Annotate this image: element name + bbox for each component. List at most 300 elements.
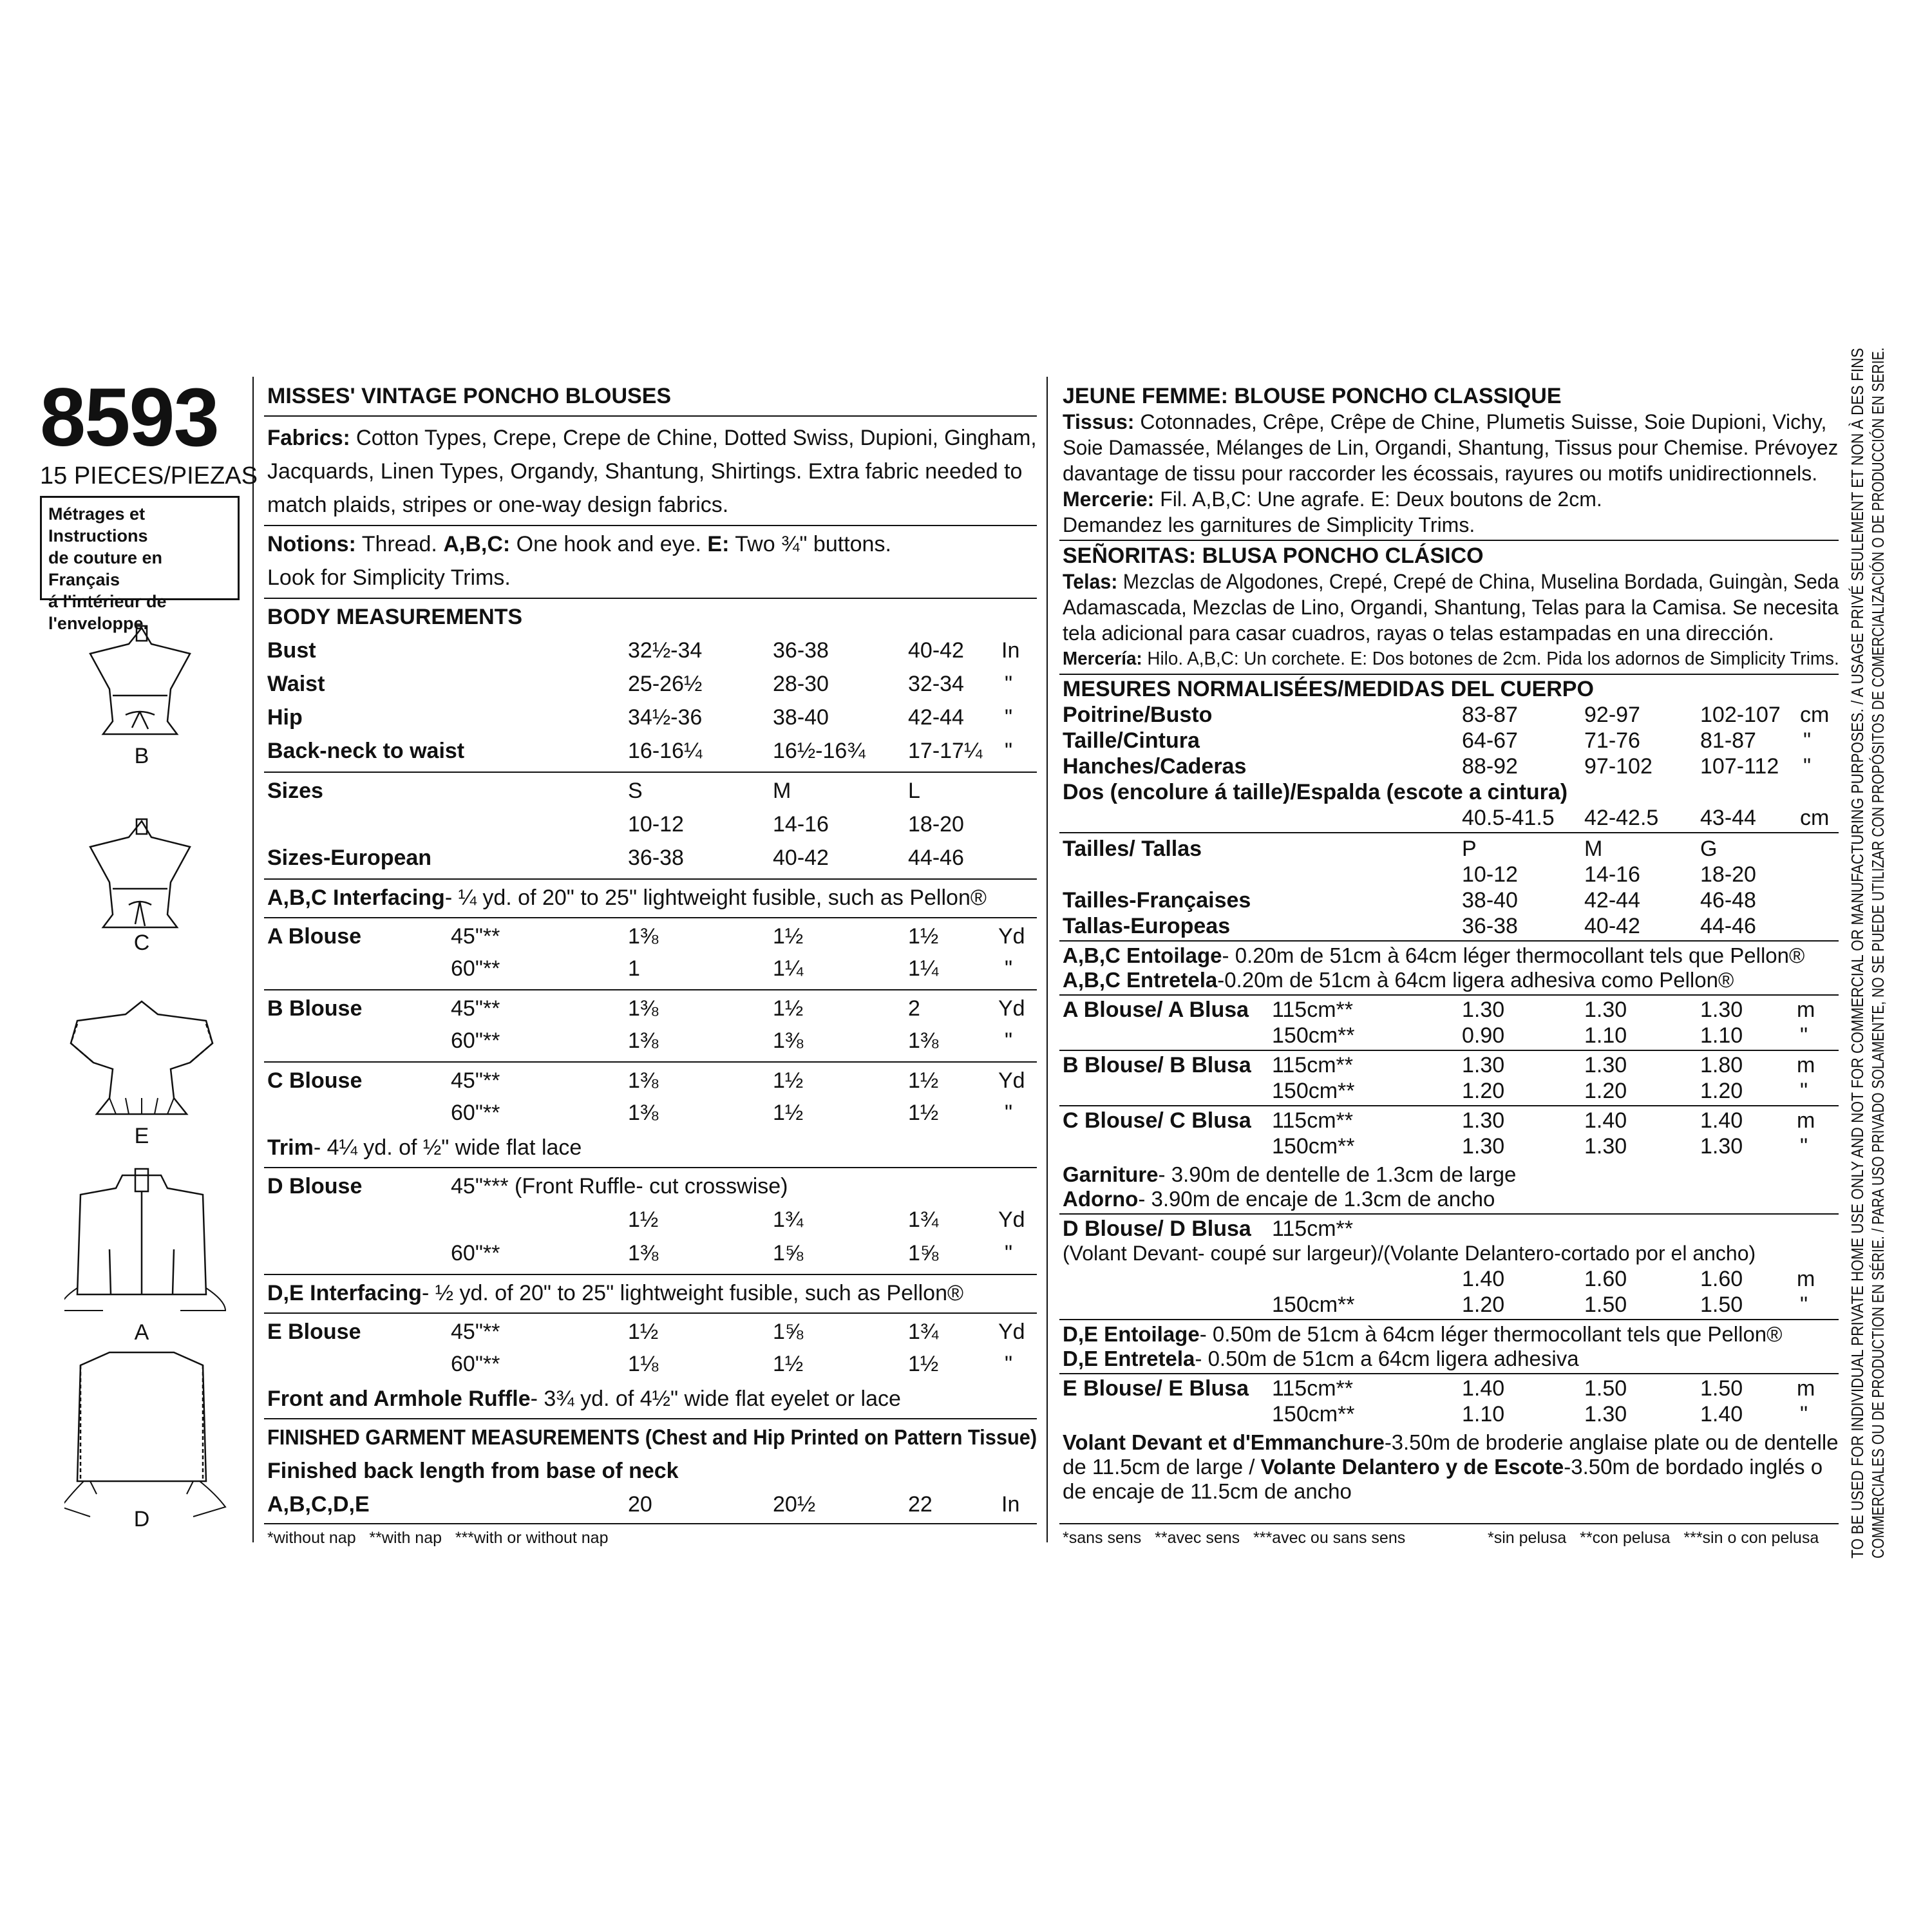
footnote-fr: *sans sens **avec sens ***avec ou sans sens (1063, 1529, 1406, 1547)
tailles-francaises-label: Tailles-Françaises (1063, 888, 1251, 913)
yardage: 2 (908, 996, 920, 1021)
finished-subheading: Finished back length from base of neck (267, 1459, 679, 1483)
view-e-sketch (71, 1001, 213, 1114)
metrage: 1.60 (1700, 1267, 1743, 1291)
finished-value: 20½ (773, 1492, 816, 1517)
de-interfacing-text: - ½ yd. of 20" to 25" lightweight fusible, such as Pellon® (421, 1281, 964, 1305)
de-entretela-text: - 0.50m de 51cm a 64cm ligera adhesiva (1195, 1347, 1579, 1370)
yardage: 1⅜ (773, 1028, 804, 1053)
divider (264, 917, 1037, 918)
body-unit: " (1005, 705, 1013, 730)
body-row-label: Waist (267, 672, 325, 696)
tissus-line: Soie Damassée, Mélanges de Lin, Organdi, Shantung, Tissus pour Chemise. Prévoyez (1063, 436, 1839, 459)
de-entretela-label: D,E Entretela (1063, 1347, 1195, 1370)
yardage: 1⅝ (773, 1320, 804, 1344)
divider (264, 1167, 1037, 1168)
yardage: 1⅜ (628, 1028, 659, 1053)
ruffle-text: - 3¾ yd. of 4½" wide flat eyelet or lace (530, 1387, 901, 1411)
telas-text: Mezclas de Algodones, Crepé, Crepé de China, Muselina Bordada, Guingàn, Seda (1117, 570, 1839, 593)
metrage: 1.30 (1584, 1134, 1627, 1159)
volante-label: Volante Delantero y de Escote (1260, 1455, 1564, 1479)
divider (264, 1418, 1037, 1419)
size-european: 44-46 (908, 846, 964, 870)
unit: Yd (998, 1068, 1025, 1093)
english-title: MISSES' VINTAGE PONCHO BLOUSES (267, 384, 672, 408)
body-value: 42-44 (908, 705, 964, 730)
finished-row-label: A,B,C,D,E (267, 1492, 370, 1517)
blusa-label: D Blouse/ D Blusa (1063, 1217, 1251, 1241)
metrage: 1.10 (1584, 1023, 1627, 1048)
footnote-es: *sin pelusa **con pelusa ***sin o con pelusa (1488, 1529, 1819, 1547)
body-value: 28-30 (773, 672, 829, 696)
mes-value: 42-42.5 (1584, 806, 1659, 830)
legal-notice (1847, 335, 1888, 1558)
size-number: 10-12 (628, 812, 684, 837)
d-blusa-note: (Volant Devant- coupé sur largeur)/(Volante Delantero-cortado por el ancho) (1063, 1242, 1756, 1265)
volant-line: de encaje de 11.5cm de ancho (1063, 1479, 1352, 1503)
metrage: 1.20 (1584, 1079, 1627, 1103)
view-c-sketch (90, 819, 190, 927)
abc-interfacing-text: - ¼ yd. of 20" to 25" lightweight fusible, such as Pellon® (444, 886, 987, 910)
mes-row-label: Hanches/Caderas (1063, 754, 1247, 779)
notions-text: Two ¾" buttons. (729, 532, 891, 556)
french-note-line: l'enveloppe. (48, 614, 148, 633)
pattern-number: 8593 (40, 372, 218, 464)
size-number: 14-16 (773, 812, 829, 837)
taille-francaise: 38-40 (1462, 888, 1518, 913)
metrage: 1.50 (1700, 1293, 1743, 1317)
divider (1059, 1050, 1839, 1051)
body-row-label: Back-neck to waist (267, 739, 465, 763)
metrage: 1.80 (1700, 1053, 1743, 1077)
view-label: E (134, 1124, 149, 1148)
fabric-width: 45"** (451, 924, 500, 949)
blouse-label: E Blouse (267, 1320, 361, 1344)
metrage: 1.30 (1462, 1134, 1505, 1159)
mes-unit: cm (1800, 703, 1830, 727)
garniture-text: - 3.90m de dentelle de 1.3cm de large (1158, 1162, 1517, 1186)
abc-entoilage (1063, 943, 1804, 969)
trim-line (267, 1135, 582, 1160)
fabric-width: 60"** (451, 1352, 500, 1376)
tailles-label: Tailles/ Tallas (1063, 837, 1202, 861)
mes-value: 97-102 (1584, 754, 1653, 779)
abc-interfacing (267, 885, 987, 911)
trim-text: - 4¼ yd. of ½" wide flat lace (313, 1135, 582, 1160)
fabric-width: 60"** (451, 1101, 500, 1125)
fabric-width: 115cm** (1272, 1217, 1353, 1241)
volant-line (1063, 1430, 1838, 1455)
yardage: 1½ (908, 1352, 939, 1376)
finished-value: 22 (908, 1492, 933, 1517)
abc-entretela-text: -0.20m de 51cm à 64cm ligera adhesiva como Pellon® (1217, 968, 1734, 992)
body-value: 36-38 (773, 638, 829, 663)
body-unit: In (1001, 638, 1020, 663)
blouse-label: D Blouse (267, 1174, 363, 1198)
spanish-title: SEÑORITAS: BLUSA PONCHO CLÁSICO (1063, 544, 1484, 568)
yardage: 1½ (773, 924, 804, 949)
body-unit: " (1005, 672, 1013, 696)
unit: Yd (998, 1320, 1025, 1344)
yardage: 1½ (628, 1320, 659, 1344)
ruffle-label: Front and Armhole Ruffle (267, 1387, 531, 1411)
size-number: 18-20 (908, 812, 964, 837)
yardage: 1⅜ (628, 1241, 659, 1265)
tissus-text: Cotonnades, Crêpe, Crêpe de Chine, Plumetis Suisse, Soie Dupioni, Vichy, (1134, 410, 1827, 433)
unit: Yd (998, 996, 1025, 1021)
finished-unit: In (1001, 1492, 1020, 1517)
notions-label: Notions: (267, 532, 356, 556)
mercerie-line: Demandez les garnitures de Simplicity Trims. (1063, 513, 1475, 536)
size-letter: M (773, 779, 791, 803)
french-note-line: de couture en Français (48, 548, 163, 589)
yardage: 1⅜ (908, 1028, 939, 1053)
de-interfacing (267, 1280, 963, 1306)
piece-count: 15 PIECES/PIEZAS (40, 462, 258, 489)
divider (264, 772, 1037, 773)
unit: " (1800, 1023, 1808, 1048)
fabrics-line: match plaids, stripes or one-way design fabrics. (267, 493, 729, 517)
fabric-width: 45"** (451, 996, 500, 1021)
yardage: 1¾ (908, 1208, 939, 1232)
yardage: 1⅝ (773, 1241, 804, 1265)
yardage: 1 (628, 956, 640, 981)
fabrics-line (267, 425, 1037, 451)
de-entoilage (1063, 1321, 1782, 1347)
notions-view: A,B,C: (443, 532, 511, 556)
mes-value: 107-112 (1700, 754, 1779, 779)
mes-value: 102-107 (1700, 703, 1781, 727)
merceria-text: Hilo. A,B,C: Un corchete. E: Dos botones de 2cm. Pida los adornos de Simplicity Trims. (1142, 649, 1839, 669)
yardage: 1⅝ (908, 1241, 939, 1265)
divider (1059, 940, 1839, 942)
metrage: 1.50 (1584, 1376, 1627, 1401)
body-measurements-heading: BODY MEASUREMENTS (267, 605, 523, 629)
french-instructions-note (40, 496, 240, 633)
fabric-width: 150cm** (1272, 1134, 1355, 1159)
tissus-line: davantage de tissu pour raccorder les écossais, rayures ou motifs unidirectionnels. (1063, 462, 1818, 485)
divider (1059, 1319, 1839, 1320)
taille-letter: G (1700, 837, 1718, 861)
metrage: 1.10 (1700, 1023, 1743, 1048)
divider (252, 377, 254, 1542)
french-note-line: á l'intérieur de (48, 592, 167, 611)
de-entoilage-text: - 0.50m de 51cm à 64cm léger thermocollant tels que Pellon® (1199, 1322, 1783, 1346)
view-d-sketch (64, 1352, 225, 1517)
mes-value: 88-92 (1462, 754, 1518, 779)
size-letter: S (628, 779, 643, 803)
trim-label: Trim (267, 1135, 314, 1160)
mes-value: 43-44 (1700, 806, 1756, 830)
yardage: 1½ (908, 1101, 939, 1125)
unit: " (1005, 956, 1013, 981)
mercerie-label: Mercerie: (1063, 488, 1155, 511)
yardage: 1⅜ (628, 996, 659, 1021)
metrage: 0.90 (1462, 1023, 1505, 1048)
dos-label: Dos (encolure á taille)/Espalda (escote a cintura) (1063, 780, 1568, 804)
metrage: 1.30 (1700, 1134, 1743, 1159)
adorno-label: Adorno (1063, 1187, 1139, 1211)
body-value: 17-17¼ (908, 739, 983, 763)
yardage: 1⅛ (628, 1352, 659, 1376)
legal-line: COMMERCIALES OU DE PRODUCTION EN SÉRIE. / PARA USO PRIVADO SOLAMENTE, NO SE PUEDE UTILIZAR CON PROPÓSITOS DE COMERCIALIZACIÓN O DE PRODUCCIÓN EN SERIE. (1868, 347, 1888, 1558)
metrage: 1.50 (1700, 1376, 1743, 1401)
view-label: C (133, 931, 150, 955)
body-value: 40-42 (908, 638, 964, 663)
abc-entoilage-text: - 0.20m de 51cm à 64cm léger thermocollant tels que Pellon® (1222, 943, 1805, 967)
metrage: 1.20 (1462, 1079, 1505, 1103)
mes-value: 81-87 (1700, 728, 1756, 753)
unit: Yd (998, 1208, 1025, 1232)
mercerie-text: Fil. A,B,C: Une agrafe. E: Deux boutons de 2cm. (1154, 488, 1602, 511)
body-value: 25-26½ (628, 672, 703, 696)
telas-line: Adamascada, Mezclas de Lino, Organdi, Shantung, Telas para la Camisa. Se necesita (1063, 596, 1839, 619)
french-note-line: Métrages et Instructions (48, 504, 148, 545)
tallas-europeas-label: Tallas-Europeas (1063, 914, 1231, 938)
divider (1059, 1523, 1839, 1524)
divider (1059, 994, 1839, 996)
de-interfacing-label: D,E Interfacing (267, 1281, 422, 1305)
blouse-label: B Blouse (267, 996, 363, 1021)
garniture-line (1063, 1162, 1516, 1188)
mes-value: 92-97 (1584, 703, 1640, 727)
mes-value: 71-76 (1584, 728, 1640, 753)
fabric-width: 150cm** (1272, 1079, 1355, 1103)
metrage: 1.30 (1584, 1053, 1627, 1077)
unit: m (1797, 1108, 1815, 1133)
taille-letter: M (1584, 837, 1603, 861)
divider (1059, 1373, 1839, 1374)
metrage: 1.40 (1462, 1267, 1505, 1291)
fabric-width: 150cm** (1272, 1402, 1355, 1426)
fabrics-label: Fabrics: (267, 426, 350, 450)
view-label: B (134, 744, 149, 768)
yardage: 1¾ (908, 1320, 939, 1344)
metrage: 1.50 (1584, 1293, 1627, 1317)
talla-europea: 36-38 (1462, 914, 1518, 938)
unit: Yd (998, 924, 1025, 949)
abc-entretela-label: A,B,C Entretela (1063, 968, 1218, 992)
view-label: D (133, 1507, 150, 1531)
notions-text: One hook and eye. (510, 532, 708, 556)
abc-entoilage-label: A,B,C Entoilage (1063, 943, 1222, 967)
taille-number: 10-12 (1462, 862, 1518, 887)
divider (1059, 1213, 1839, 1215)
de-entoilage-label: D,E Entoilage (1063, 1322, 1200, 1346)
taille-number: 14-16 (1584, 862, 1640, 887)
body-value: 32-34 (908, 672, 964, 696)
mes-value: 40.5-41.5 (1462, 806, 1555, 830)
talla-europea: 40-42 (1584, 914, 1640, 938)
fabric-width: 115cm** (1272, 1053, 1353, 1077)
unit: " (1800, 1079, 1808, 1103)
divider (264, 1274, 1037, 1275)
fabric-width: 115cm** (1272, 998, 1353, 1022)
view-a-sketch (64, 1169, 225, 1311)
blusa-label: A Blouse/ A Blusa (1063, 998, 1249, 1022)
volante-text: -3.50m de bordado inglés o (1564, 1455, 1823, 1479)
body-row-label: Bust (267, 638, 316, 663)
metrage: 1.40 (1584, 1108, 1627, 1133)
divider (264, 1312, 1037, 1314)
metrage: 1.40 (1462, 1376, 1505, 1401)
tissus-line (1063, 409, 1826, 435)
yardage: 1½ (773, 1101, 804, 1125)
yardage: 1½ (628, 1208, 659, 1232)
metrage: 1.30 (1584, 1402, 1627, 1426)
volant-line (1063, 1454, 1823, 1480)
taille-number: 18-20 (1700, 862, 1756, 887)
yardage: 1¾ (773, 1208, 804, 1232)
legal-line: TO BE USED FOR INDIVIDUAL PRIVATE HOME USE ONLY AND NOT FOR COMMERCIAL OR MANUFACTURING PURPOSES. / A USAGE PRIVÉ SEULEMENT ET NON À DES FINS (1848, 348, 1867, 1558)
yardage: 1⅜ (628, 1101, 659, 1125)
french-title: JEUNE FEMME: BLOUSE PONCHO CLASSIQUE (1063, 384, 1562, 408)
telas-line (1063, 569, 1839, 594)
adorno-text: - 3.90m de encaje de 1.3cm de ancho (1138, 1187, 1495, 1211)
metrage: 1.60 (1584, 1267, 1627, 1291)
unit: " (1005, 1101, 1013, 1125)
metrage: 1.30 (1462, 1108, 1505, 1133)
yardage: 1½ (773, 1352, 804, 1376)
yardage: 1⅜ (628, 1068, 659, 1093)
blouse-label: A Blouse (267, 924, 362, 949)
fabric-width: 60"** (451, 956, 500, 981)
volant-text: -3.50m de broderie anglaise plate ou de dentelle (1384, 1430, 1839, 1454)
notions-line: Look for Simplicity Trims. (267, 565, 511, 590)
fabric-width: 60"** (451, 1241, 500, 1265)
notions-line (267, 531, 891, 557)
ruffle-line (267, 1386, 901, 1412)
talla-europea: 44-46 (1700, 914, 1756, 938)
notions-view: E: (707, 532, 730, 556)
fabric-width: 45"** (451, 1068, 500, 1093)
metrage: 1.40 (1700, 1402, 1743, 1426)
divider (264, 1523, 1037, 1524)
blouse-label: C Blouse (267, 1068, 363, 1093)
blusa-label: E Blouse/ E Blusa (1063, 1376, 1249, 1401)
metrage: 1.30 (1462, 998, 1505, 1022)
sizes-label: Sizes (267, 779, 323, 803)
unit: m (1797, 1053, 1815, 1077)
metrage: 1.20 (1700, 1079, 1743, 1103)
metrage: 1.30 (1462, 1053, 1505, 1077)
fabric-width: 115cm** (1272, 1108, 1353, 1133)
divider (264, 525, 1037, 526)
yardage: 1½ (908, 1068, 939, 1093)
garniture-label: Garniture (1063, 1162, 1159, 1186)
taille-francaise: 46-48 (1700, 888, 1756, 913)
view-label: A (134, 1320, 149, 1345)
body-unit: " (1005, 739, 1013, 763)
fabric-width: 60"** (451, 1028, 500, 1053)
taille-letter: P (1462, 837, 1477, 861)
yardage: 1½ (908, 924, 939, 949)
abc-entretela (1063, 967, 1734, 993)
mes-value: 83-87 (1462, 703, 1518, 727)
size-european: 36-38 (628, 846, 684, 870)
tissus-label: Tissus: (1063, 410, 1135, 433)
metrage: 1.40 (1700, 1108, 1743, 1133)
yardage: 1¼ (908, 956, 939, 981)
divider (264, 878, 1037, 880)
divider (1059, 1105, 1839, 1106)
sizes-european-label: Sizes-European (267, 846, 432, 870)
yardage: 1¼ (773, 956, 804, 981)
metrage: 1.20 (1462, 1293, 1505, 1317)
abc-interfacing-label: A,B,C Interfacing (267, 886, 445, 910)
unit: " (1005, 1241, 1013, 1265)
body-value: 38-40 (773, 705, 829, 730)
view-b-sketch (90, 626, 190, 734)
metrage: 1.30 (1584, 998, 1627, 1022)
mes-row-label: Poitrine/Busto (1063, 703, 1213, 727)
mes-row-label: Taille/Cintura (1063, 728, 1200, 753)
adorno-line (1063, 1186, 1495, 1212)
body-row-label: Hip (267, 705, 303, 730)
body-value: 16½-16¾ (773, 739, 866, 763)
mes-unit: " (1803, 728, 1812, 753)
yardage: 1½ (773, 996, 804, 1021)
finished-value: 20 (628, 1492, 652, 1517)
taille-francaise: 42-44 (1584, 888, 1640, 913)
mes-unit: " (1803, 754, 1812, 779)
unit: m (1797, 1267, 1815, 1291)
yardage: 1½ (773, 1068, 804, 1093)
footnote: *without nap **with nap ***with or without nap (267, 1529, 609, 1547)
unit: " (1800, 1293, 1808, 1317)
unit: " (1800, 1134, 1808, 1159)
telas-line: tela adicional para casar cuadros, rayas o telas estampadas en una dirección. (1063, 621, 1774, 645)
body-value: 34½-36 (628, 705, 703, 730)
divider (264, 989, 1037, 990)
fabric-width: 150cm** (1272, 1293, 1355, 1317)
divider (1059, 540, 1839, 541)
fabric-width: 45"** (451, 1320, 500, 1344)
mesures-heading: MESURES NORMALISÉES/MEDIDAS DEL CUERPO (1063, 677, 1594, 701)
mes-unit: cm (1800, 806, 1830, 830)
volant-label: Volant Devant et d'Emmanchure (1063, 1430, 1385, 1454)
blusa-label: C Blouse/ C Blusa (1063, 1108, 1251, 1133)
unit: " (1005, 1352, 1013, 1376)
metrage: 1.30 (1700, 998, 1743, 1022)
mes-value: 64-67 (1462, 728, 1518, 753)
divider (1046, 377, 1048, 1542)
merceria-line (1063, 646, 1839, 672)
finished-heading: FINISHED GARMENT MEASUREMENTS (Chest and Hip Printed on Pattern Tissue) (267, 1425, 1037, 1449)
unit: " (1005, 1028, 1013, 1053)
blusa-label: B Blouse/ B Blusa (1063, 1053, 1251, 1077)
size-european: 40-42 (773, 846, 829, 870)
mercerie-line (1063, 486, 1602, 512)
divider (264, 415, 1037, 417)
merceria-label: Mercería: (1063, 649, 1142, 669)
size-letter: L (908, 779, 920, 803)
d-blouse-note: 45"*** (Front Ruffle- cut crosswise) (451, 1174, 788, 1198)
notions-text: Thread. (355, 532, 444, 556)
divider (264, 598, 1037, 599)
unit: m (1797, 998, 1815, 1022)
divider (264, 1061, 1037, 1063)
fabric-width: 150cm** (1272, 1023, 1355, 1048)
fabric-width: 115cm** (1272, 1376, 1353, 1401)
telas-label: Telas: (1063, 570, 1118, 593)
body-value: 16-16¼ (628, 739, 703, 763)
volant-text: de 11.5cm de large / (1063, 1455, 1261, 1479)
metrage: 1.10 (1462, 1402, 1505, 1426)
divider (1059, 674, 1839, 675)
de-entretela (1063, 1346, 1579, 1372)
divider (1059, 832, 1839, 833)
